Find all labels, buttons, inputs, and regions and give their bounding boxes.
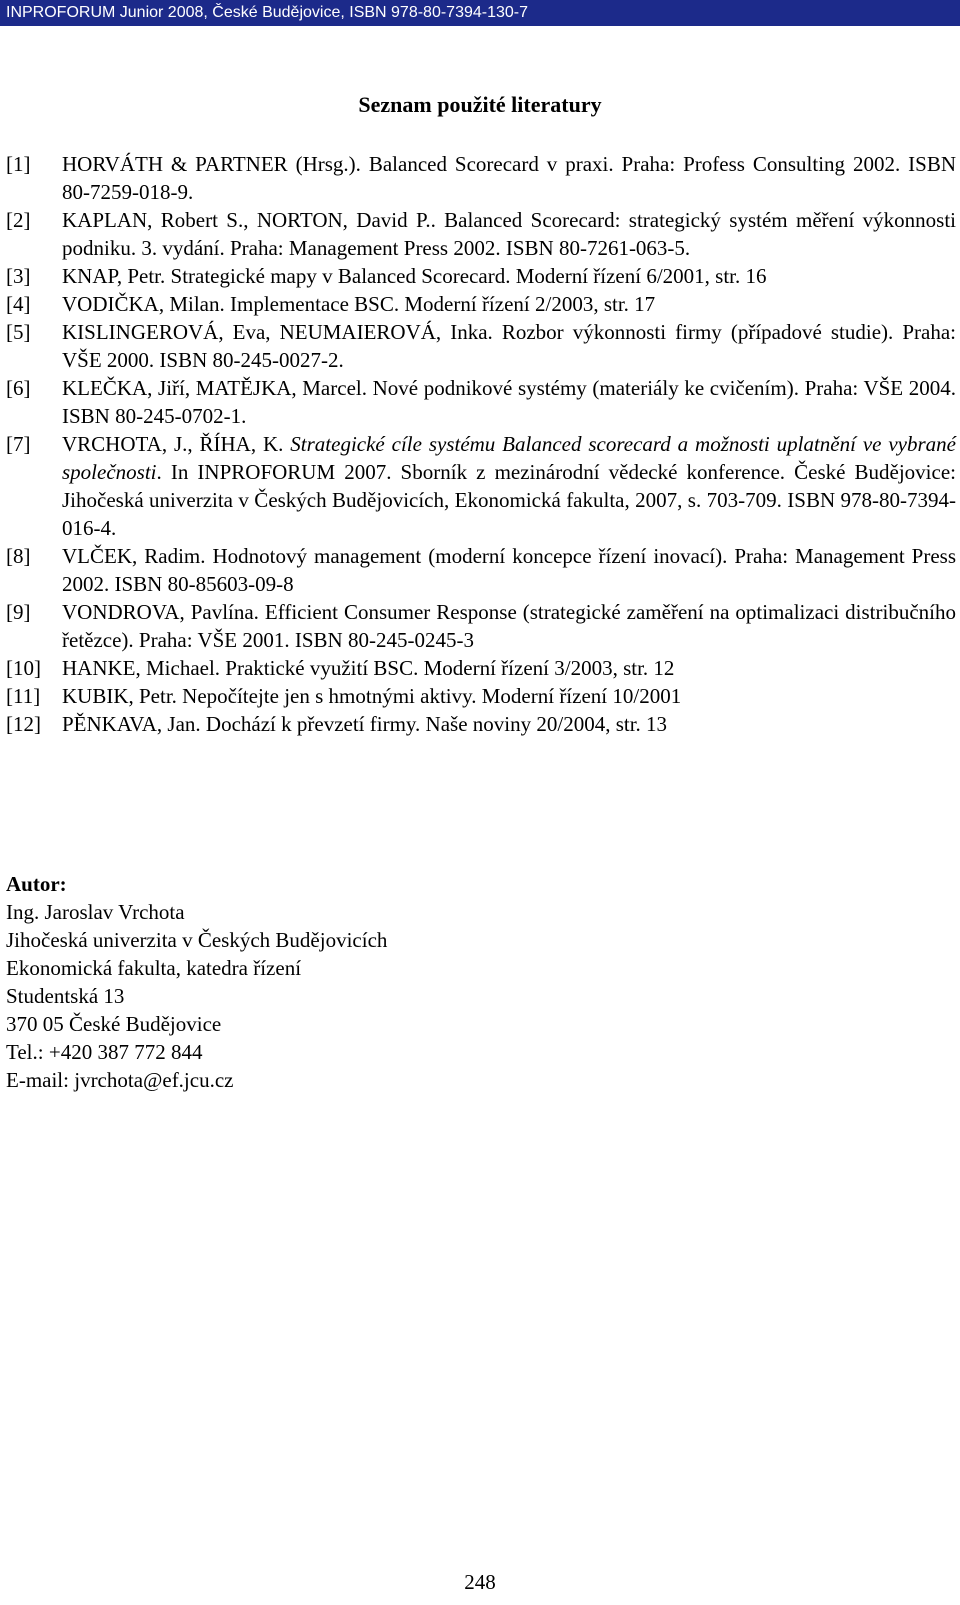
author-line: Ekonomická fakulta, katedra řízení: [6, 956, 302, 980]
reference-item: [6, 654, 956, 682]
reference-item: [6, 150, 956, 206]
reference-segment: VLČEK, Radim. Hodnotový management (moderní koncepce řízení inovací). Praha: Management Press 2002. ISBN 80-85603-09-8: [62, 544, 956, 596]
reference-segment: PĚNKAVA, Jan. Dochází k převzetí firmy. Naše noviny 20/2004, str. 13: [62, 712, 668, 736]
reference-number: [6]: [6, 376, 31, 400]
reference-item: [6, 682, 956, 710]
reference-segment: VONDROVA, Pavlína. Efficient Consumer Response (strategické zaměření na optimalizaci distribučního řetězce). Praha: VŠE 2001. ISBN 80-245-0245-3: [62, 600, 956, 652]
author-line: E-mail: jvrchota@ef.jcu.cz: [6, 1068, 234, 1092]
reference-text: [62, 710, 956, 738]
reference-text: [62, 430, 956, 542]
author-line: Studentská 13: [6, 984, 125, 1008]
reference-number: [5]: [6, 320, 31, 344]
reference-item: [6, 374, 956, 430]
reference-item: [6, 598, 956, 654]
page-number: 248: [464, 1570, 496, 1594]
author-details: [6, 898, 706, 1094]
reference-segment: . In INPROFORUM 2007. Sborník z mezinárodní vědecké konference. České Budějovice: Jihočeská univerzita v Českých Budějovicích, Ekonomická fakulta, 2007, s. 703-709. ISBN 978-80-7394-016-4.: [62, 460, 956, 540]
reference-number: [8]: [6, 544, 31, 568]
reference-segment: KNAP, Petr. Strategické mapy v Balanced Scorecard. Moderní řízení 6/2001, str. 16: [62, 264, 767, 288]
reference-item: [6, 542, 956, 598]
reference-text: [62, 654, 956, 682]
reference-segment: HORVÁTH & PARTNER (Hrsg.). Balanced Scorecard v praxi. Praha: Profess Consulting 2002. ISBN 80-7259-018-9.: [62, 152, 956, 204]
reference-item: [6, 262, 956, 290]
reference-number: [10]: [6, 656, 41, 680]
running-header: INPROFORUM Junior 2008, České Budějovice, ISBN 978-80-7394-130-7: [0, 0, 960, 26]
reference-title-italic: Strategické cíle systému Balanced scorecard a možnosti uplatnění ve vybrané společnosti: [62, 432, 956, 484]
reference-text: [62, 598, 956, 654]
reference-text: [62, 262, 956, 290]
author-line: Tel.: +420 387 772 844: [6, 1040, 203, 1064]
reference-segment: HANKE, Michael. Praktické využití BSC. Moderní řízení 3/2003, str. 12: [62, 656, 675, 680]
reference-item: [6, 290, 956, 318]
reference-number: [12]: [6, 712, 41, 736]
reference-list: [6, 150, 956, 738]
reference-number: [11]: [6, 684, 41, 708]
bibliography-title: Seznam použité literatury: [358, 92, 602, 117]
reference-text: [62, 542, 956, 598]
reference-text: [62, 150, 956, 206]
reference-item: [6, 318, 956, 374]
author-line: Jihočeská univerzita v Českých Budějovicích: [6, 928, 388, 952]
author-line: 370 05 České Budějovice: [6, 1012, 222, 1036]
reference-item: [6, 430, 956, 542]
reference-text: [62, 290, 956, 318]
reference-segment: VRCHOTA, J., ŘÍHA, K.: [62, 432, 291, 456]
reference-item: [6, 206, 956, 262]
reference-segment: KISLINGEROVÁ, Eva, NEUMAIEROVÁ, Inka. Rozbor výkonnosti firmy (případové studie). Praha: VŠE 2000. ISBN 80-245-0027-2.: [62, 320, 956, 372]
reference-number: [3]: [6, 264, 31, 288]
reference-number: [4]: [6, 292, 31, 316]
reference-text: [62, 318, 956, 374]
reference-text: [62, 206, 956, 262]
reference-number: [9]: [6, 600, 31, 624]
author-line: Ing. Jaroslav Vrchota: [6, 900, 185, 924]
author-label: Autor:: [6, 872, 67, 896]
reference-number: [7]: [6, 432, 31, 456]
reference-segment: KLEČKA, Jiří, MATĚJKA, Marcel. Nové podnikové systémy (materiály ke cvičením). Praha: VŠE 2004. ISBN 80-245-0702-1.: [62, 376, 956, 428]
reference-segment: VODIČKA, Milan. Implementace BSC. Moderní řízení 2/2003, str. 17: [62, 292, 656, 316]
reference-segment: KUBIK, Petr. Nepočítejte jen s hmotnými aktivy. Moderní řízení 10/2001: [62, 684, 682, 708]
reference-segment: KAPLAN, Robert S., NORTON, David P.. Balanced Scorecard: strategický systém měření výkonnosti podniku. 3. vydání. Praha: Management Press 2002. ISBN 80-7261-063-5.: [62, 208, 956, 260]
reference-text: [62, 682, 956, 710]
reference-text: [62, 374, 956, 430]
author-block: [6, 870, 706, 1094]
reference-number: [2]: [6, 208, 31, 232]
reference-number: [1]: [6, 152, 31, 176]
reference-item: [6, 710, 956, 738]
